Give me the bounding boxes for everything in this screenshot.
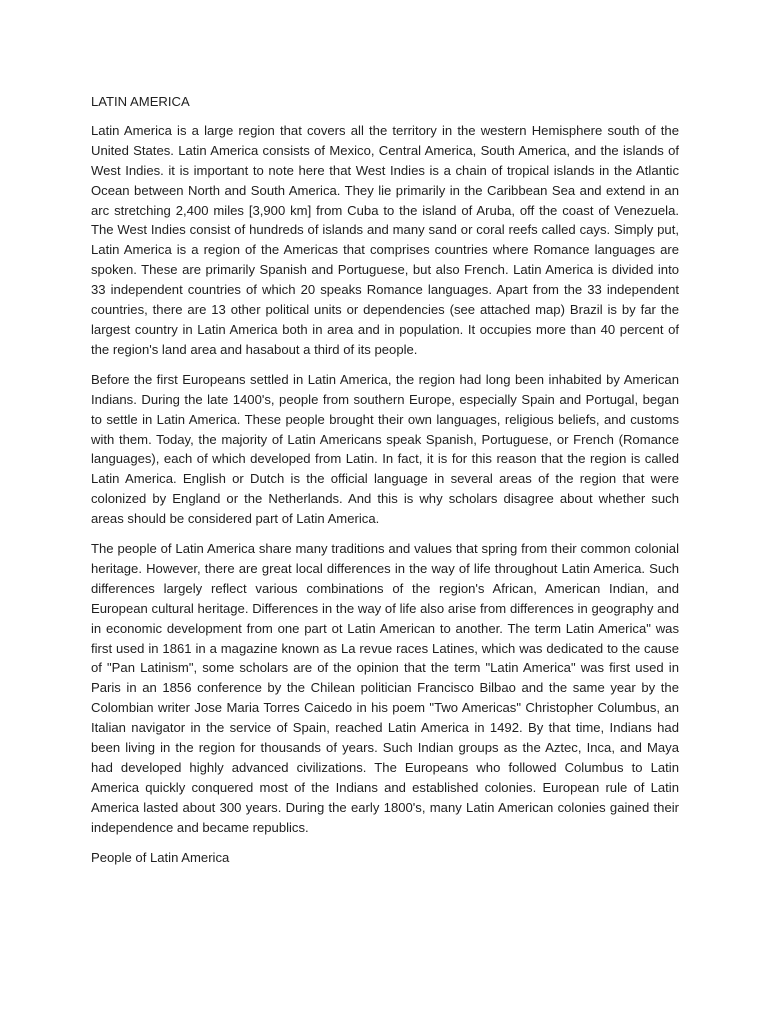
paragraph-culture: The people of Latin America share many traditions and values that spring from their common colonial heritage. However, there are great local differences in the way of life throughout Latin America. Such differences largely reflect various combinations of the region's African, American Indian, and European cultural heritage. Differences in the way of life also arise from differences in geography and in economic development from one part ot Latin American to another. The term Latin America" was first used in 1861 in a magazine known as La revue races Latines, which was dedicated to the cause of "Pan Latinism", some scholars are of the opinion that the term "Latin America" was first used in Paris in an 1856 conference by the Chilean politician Francisco Bilbao and the same year by the Colombian writer Jose Maria Torres Caicedo in his poem "Two Americas" Christopher Columbus, an Italian navigator in the service of Spain, reached Latin America in 1492. By that time, Indians had been living in the region for thousands of years. Such Indian groups as the Aztec, Inca, and Maya had developed highly advanced civilizations. The Europeans who followed Columbus to Latin America quickly conquered most of the Indians and established colonies. European rule of Latin America lasted about 300 years. During the early 1800's, many Latin American colonies gained their independence and became republics. <box>91 541 679 835</box>
paragraph-intro: Latin America is a large region that covers all the territory in the western Hemisphere south of the United States. Latin America consists of Mexico, Central America, South America, and the islands of West Indies. it is important to note here that West Indies is a chain of tropical islands in the Atlantic Ocean between North and South America. They lie primarily in the Caribbean Sea and extend in an arc stretching 2,400 miles [3,900 km] from Cuba to the island of Aruba, off the coast of Venezuela. The West Indies consist of hundreds of islands and many sand or coral reefs called cays. Simply put, Latin America is a region of the Americas that comprises countries where Romance languages are spoken. These are primarily Spanish and Portuguese, but also French. Latin America is divided into 33 independent countries of which 20 speaks Romance languages. Apart from the 33 independent countries, there are 13 other political units or dependencies (see attached map) Brazil is by far the largest country in Latin America both in area and in population. It occupies more than 40 percent of the region's land area and hasabout a third of its people. <box>91 122 679 357</box>
document-page <box>91 92 679 868</box>
paragraph-history: Before the first Europeans settled in Latin America, the region had long been inhabited by American Indians. During the late 1400's, people from southern Europe, especially Spain and Portugal, began to settle in Latin America. These people brought their own languages, religious beliefs, and customs with them. Today, the majority of Latin Americans speak Spanish, Portuguese, or French (Romance languages), each of which developed from Latin. In fact, it is for this reason that the region is called Latin America. English or Dutch is the official language in several areas of the region that were colonized by England or the Netherlands. And this is why scholars disagree about whether such areas should be considered part of Latin America. <box>91 371 679 527</box>
section-heading: People of Latin America <box>91 849 230 865</box>
document-title: LATIN AMERICA <box>91 94 190 109</box>
